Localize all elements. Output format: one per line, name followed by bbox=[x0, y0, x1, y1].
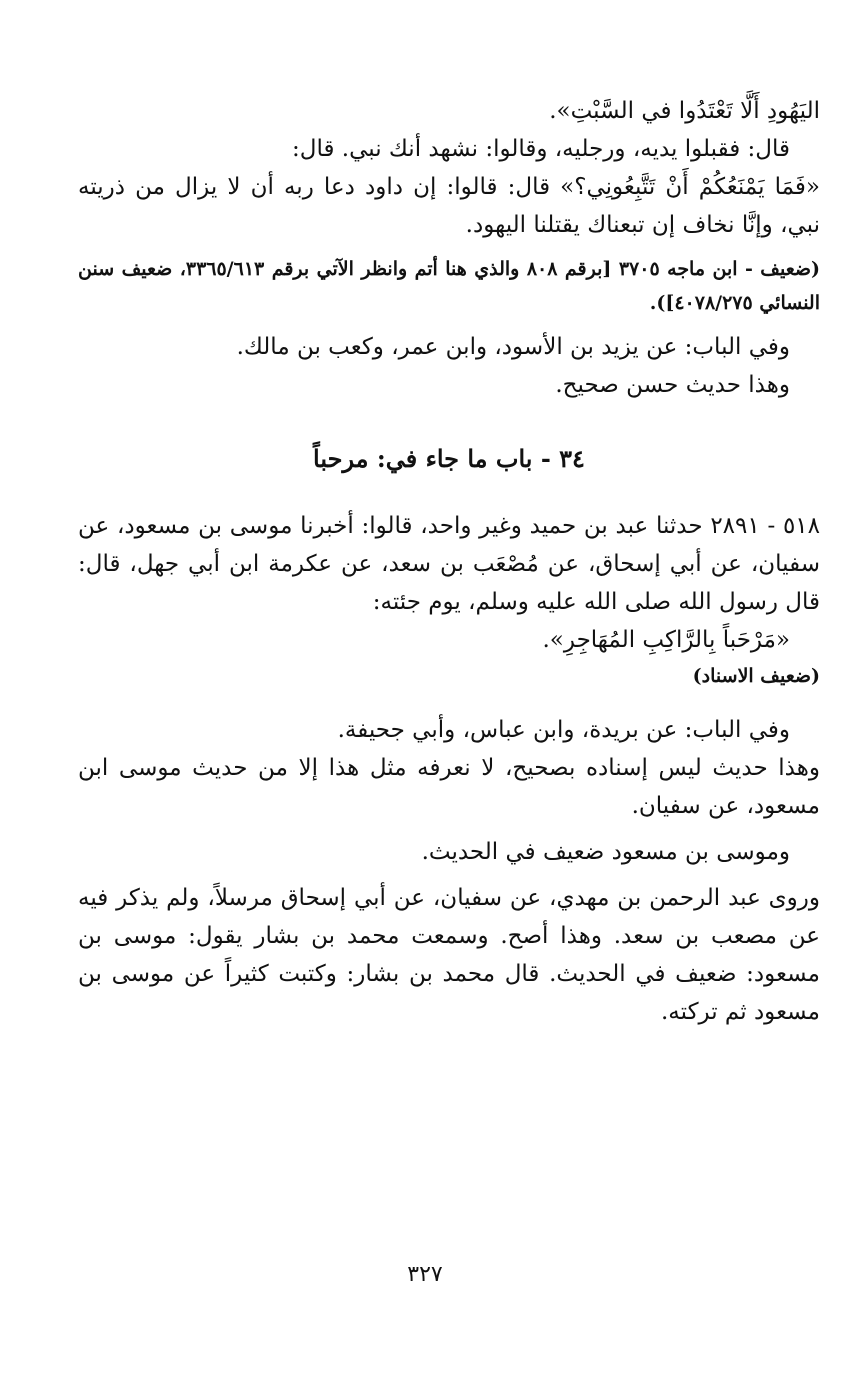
page-content bbox=[78, 92, 820, 1031]
commentary-paragraph-2: وموسى بن مسعود ضعيف في الحديث. bbox=[421, 839, 790, 865]
hadith-quote: «مَرْحَباً بِالرَّاكِبِ المُهَاجِرِ». bbox=[542, 627, 790, 653]
hadith-ending-line: اليَهُودِ أَلَّا تَعْتَدُوا في السَّبْتِ». bbox=[549, 98, 820, 124]
hadith-isnad-paragraph: ٥١٨ - ٢٨٩١ حدثنا عبد بن حميد وغير واحد، قالوا: أخبرنا موسى بن مسعود، عن سفيان، عن أبي إسحاق، عن مُصْعَب بن سعد، عن عكرمة ابن أبي جهل، قال: قال رسول الله صلى الله عليه وسلم، يوم جئته: bbox=[78, 513, 820, 615]
hadith-verdict: وهذا حديث حسن صحيح. bbox=[555, 372, 790, 398]
commentary-paragraph-3: وروى عبد الرحمن بن مهدي، عن سفيان، عن أبي إسحاق مرسلاً، ولم يذكر فيه عن مصعب بن سعد. وهذا أصح. وسمعت محمد بن بشار يقول: موسى بن مسعود: ضعيف في الحديث. قال محمد بن بشار: وكتبت كثيراً عن موسى بن مسعود ثم تركته. bbox=[78, 885, 820, 1025]
grading-note-isnad: (ضعيف الاسناد) bbox=[692, 665, 820, 687]
hadith-text-paragraph: «فَمَا يَمْنَعُكُمْ أَنْ تَتَّبِعُونِي؟» قال: قالوا: إن داود دعا ربه أن لا يزال من ذريته نبي، وإنَّا نخاف إن تبعناك يقتلنا اليهود. bbox=[78, 174, 820, 238]
chapter-heading: ٣٤ - باب ما جاء في: مرحباً bbox=[313, 444, 585, 473]
grading-note: (ضعيف - ابن ماجه ٣٧٠٥ [برقم ٨٠٨ والذي هنا أتم وانظر الآتي برقم ٣٣٦٥/٦١٣، ضعيف سنن النسائي ٤٠٧٨/٢٧٥]). bbox=[78, 258, 820, 314]
hadith-text-line: قال: فقبلوا يديه، ورجليه، وقالوا: نشهد أنك نبي. قال: bbox=[292, 136, 790, 162]
bab-reference-2: وفي الباب: عن بريدة، وابن عباس، وأبي جحيفة. bbox=[337, 717, 790, 743]
bab-reference: وفي الباب: عن يزيد بن الأسود، وابن عمر، وكعب بن مالك. bbox=[236, 334, 790, 360]
page-number: ٣٢٧ bbox=[407, 1262, 443, 1287]
commentary-paragraph-1: وهذا حديث ليس إسناده بصحيح، لا نعرفه مثل هذا إلا من حديث موسى ابن مسعود، عن سفيان. bbox=[78, 755, 820, 819]
